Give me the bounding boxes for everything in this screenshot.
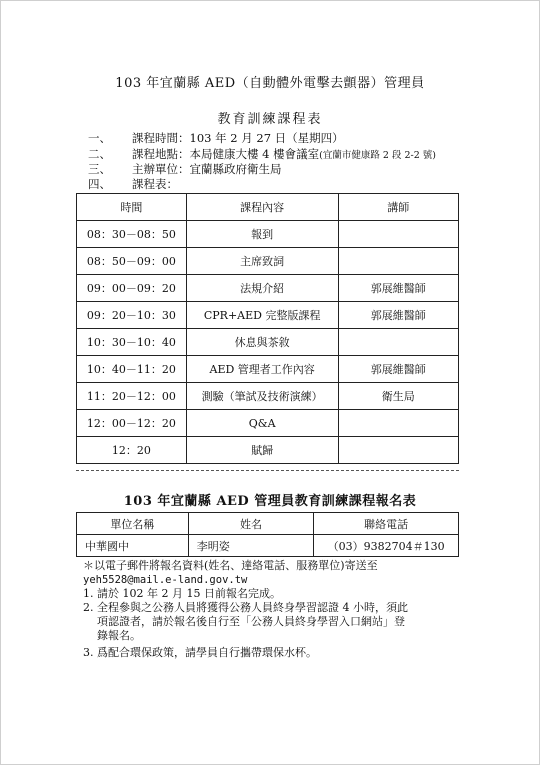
table-row <box>77 275 459 302</box>
info-number: 三、 <box>88 162 111 176</box>
note-item-2-cont: 項認證者，請於報名後自行至「公務人員終身學習入口網站」登 <box>97 615 405 628</box>
info-course-location <box>88 147 436 163</box>
note-item-2-cont: 錄報名。 <box>97 629 141 642</box>
table-row <box>77 410 459 437</box>
document-title: 103 年宜蘭縣 AED（自動體外電擊去顫器）管理員 <box>115 76 425 91</box>
cell-time: 08：50－09：00 <box>77 248 187 275</box>
info-number: 二、 <box>88 147 111 161</box>
table-row <box>77 383 459 410</box>
table-row <box>77 248 459 275</box>
info-text: 課程時間：103 年 2 月 27 日（星期四） <box>132 131 344 145</box>
info-number: 四、 <box>88 177 111 191</box>
note-item-2: 2. 全程參與之公務人員將獲得公務人員終身學習認證 4 小時，須此 <box>83 601 408 614</box>
header-phone: 聯絡電話 <box>314 513 459 535</box>
cell-time: 08：30－08：50 <box>77 221 187 248</box>
table-row <box>77 329 459 356</box>
cell-lecturer <box>338 410 459 437</box>
cell-content: 測驗（筆試及技術演練） <box>186 383 338 410</box>
table-row <box>77 437 459 464</box>
cell-content: 主席致詞 <box>186 248 338 275</box>
cell-content: 法規介紹 <box>186 275 338 302</box>
cell-time: 12：20 <box>77 437 187 464</box>
info-number: 一、 <box>88 131 111 145</box>
header-name: 姓名 <box>188 513 314 535</box>
cell-content: Q&A <box>186 410 338 437</box>
cell-lecturer: 衛生局 <box>338 383 459 410</box>
info-organizer <box>88 162 282 176</box>
header-unit: 單位名稱 <box>77 513 189 535</box>
cell-lecturer <box>338 221 459 248</box>
header-lecturer: 講師 <box>338 194 459 221</box>
registration-title: 103 年宜蘭縣 AED 管理員教育訓練課程報名表 <box>123 494 417 509</box>
cell-content: 賦歸 <box>186 437 338 464</box>
note-item-3: 3. 爲配合環保政策，請學員自行攜帶環保水杯。 <box>83 646 317 659</box>
info-text: 課程表： <box>132 177 178 191</box>
table-row <box>77 356 459 383</box>
cell-content: 休息與茶敘 <box>186 329 338 356</box>
email-address: yeh5528@mail.e-land.gov.tw <box>83 574 248 586</box>
info-text: 主辦單位：宜蘭縣政府衛生局 <box>132 162 282 176</box>
info-address-note: (宜蘭市健康路 2 段 2-2 號) <box>319 150 436 161</box>
info-course-time <box>88 131 344 145</box>
document-subtitle: 教育訓練課程表 <box>217 112 323 127</box>
info-schedule-label <box>88 177 178 191</box>
table-row <box>77 535 459 557</box>
cell-content: 報到 <box>186 221 338 248</box>
cell-time: 10：40－11：20 <box>77 356 187 383</box>
table-row <box>77 221 459 248</box>
cell-time: 09：00－09：20 <box>77 275 187 302</box>
registration-header-row <box>77 513 459 535</box>
cell-time: 10：30－10：40 <box>77 329 187 356</box>
email-instruction: ＊以電子郵件將報名資料(姓名、達絡電話、服務單位)寄送至 <box>83 559 378 572</box>
cell-lecturer: 郭展維醫師 <box>338 302 459 329</box>
table-row <box>77 302 459 329</box>
cell-phone: （03）9382704＃130 <box>314 535 459 557</box>
note-item-1: 1. 請於 102 年 2 月 15 日前報名完成。 <box>83 587 281 600</box>
header-time: 時間 <box>77 194 187 221</box>
cell-lecturer <box>338 248 459 275</box>
cell-unit: 中華國中 <box>77 535 189 557</box>
cell-lecturer <box>338 329 459 356</box>
cell-content: AED 管理者工作內容 <box>186 356 338 383</box>
cell-time: 12：00－12：20 <box>77 410 187 437</box>
cell-time: 11：20－12：00 <box>77 383 187 410</box>
cell-content: CPR+AED 完整版課程 <box>186 302 338 329</box>
schedule-table <box>76 193 459 464</box>
cell-lecturer: 郭展維醫師 <box>338 275 459 302</box>
cell-lecturer: 郭展維醫師 <box>338 356 459 383</box>
info-text: 課程地點：本局健康大樓 4 樓會議室 <box>132 147 320 161</box>
notes-section <box>83 559 463 660</box>
cell-time: 09：20－10：30 <box>77 302 187 329</box>
cell-lecturer <box>338 437 459 464</box>
cut-line-divider <box>76 470 459 471</box>
header-content: 課程內容 <box>186 194 338 221</box>
registration-table <box>76 512 459 557</box>
cell-name: 李明姿 <box>188 535 314 557</box>
schedule-header-row <box>77 194 459 221</box>
